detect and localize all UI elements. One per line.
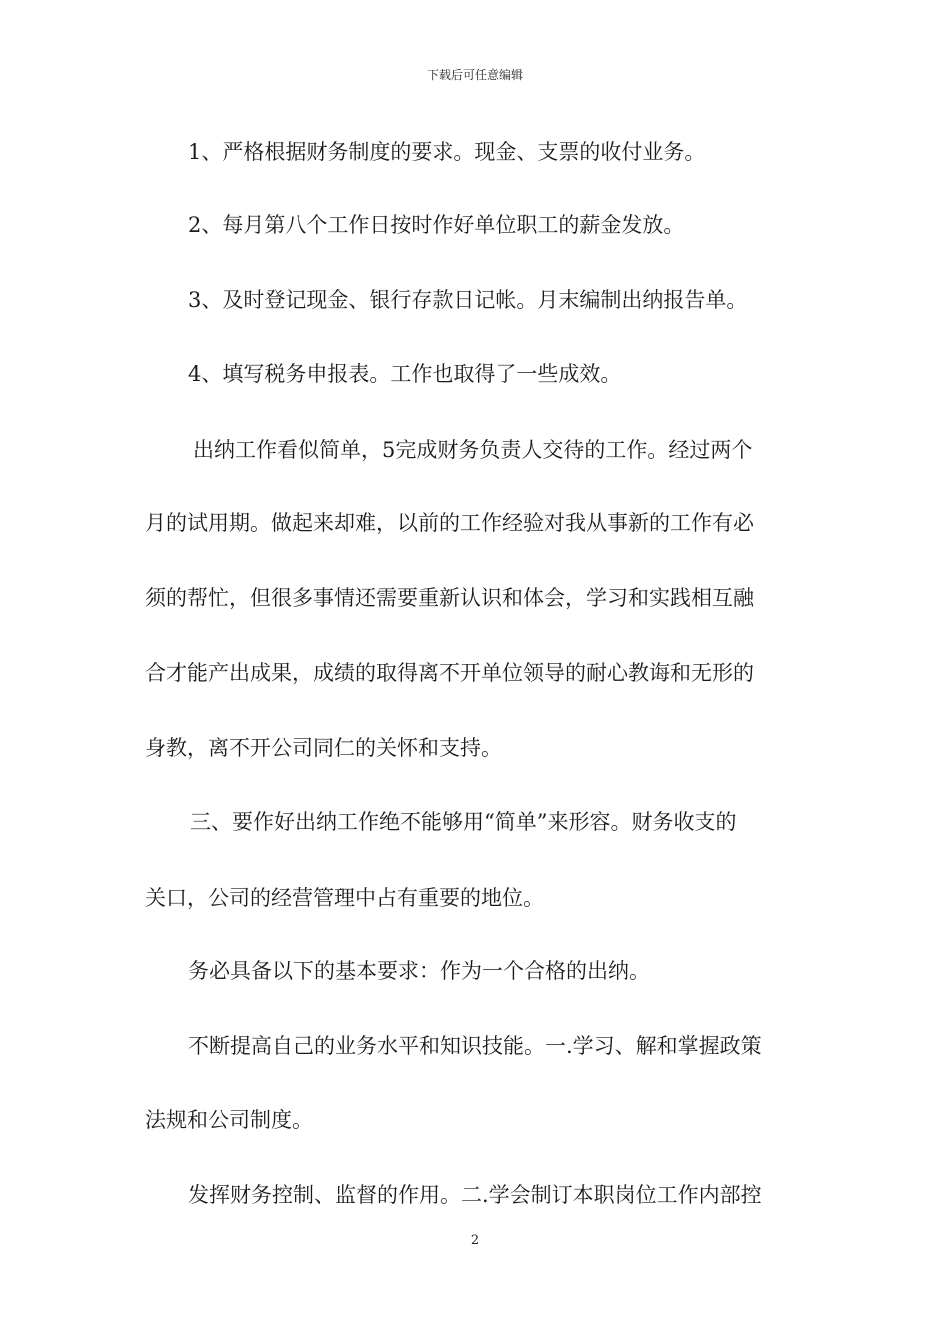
body-line-13: 不断提高自己的业务水平和知识技能。一.学习、解和掌握政策 <box>188 1034 762 1058</box>
body-line-10: 三、要作好出纳工作绝不能够用“简单”来形容。财务收支的 <box>190 810 737 834</box>
page-header: 下载后可任意编辑 <box>426 68 523 82</box>
page-number: 2 <box>470 1233 480 1248</box>
body-line-2: 2、每月第八个工作日按时作好单位职工的薪金发放。 <box>188 213 685 237</box>
body-line-8: 合才能产出成果，成绩的取得离不开单位领导的耐心教诲和无形的 <box>145 661 754 685</box>
body-line-6: 月的试用期。做起来却难，以前的工作经验对我从事新的工作有必 <box>145 511 754 535</box>
body-line-11: 关口，公司的经营管理中占有重要的地位。 <box>145 886 544 910</box>
body-line-7: 须的帮忙，但很多事情还需要重新认识和体会，学习和实践相互融 <box>145 586 754 610</box>
body-line-3: 3、及时登记现金、银行存款日记帐。月末编制出纳报告单。 <box>188 288 748 312</box>
body-line-1: 1、严格根据财务制度的要求。现金、支票的收付业务。 <box>188 140 706 164</box>
body-line-9: 身教，离不开公司同仁的关怀和支持。 <box>145 736 502 760</box>
body-line-5: 出纳工作看似简单，5完成财务负责人交待的工作。经过两个 <box>193 438 753 462</box>
body-line-12: 务必具备以下的基本要求：作为一个合格的出纳。 <box>188 959 650 983</box>
body-line-15: 发挥财务控制、监督的作用。二.学会制订本职岗位工作内部控 <box>188 1183 762 1207</box>
body-line-4: 4、填写税务申报表。工作也取得了一些成效。 <box>188 362 622 386</box>
body-line-14: 法规和公司制度。 <box>145 1108 313 1132</box>
